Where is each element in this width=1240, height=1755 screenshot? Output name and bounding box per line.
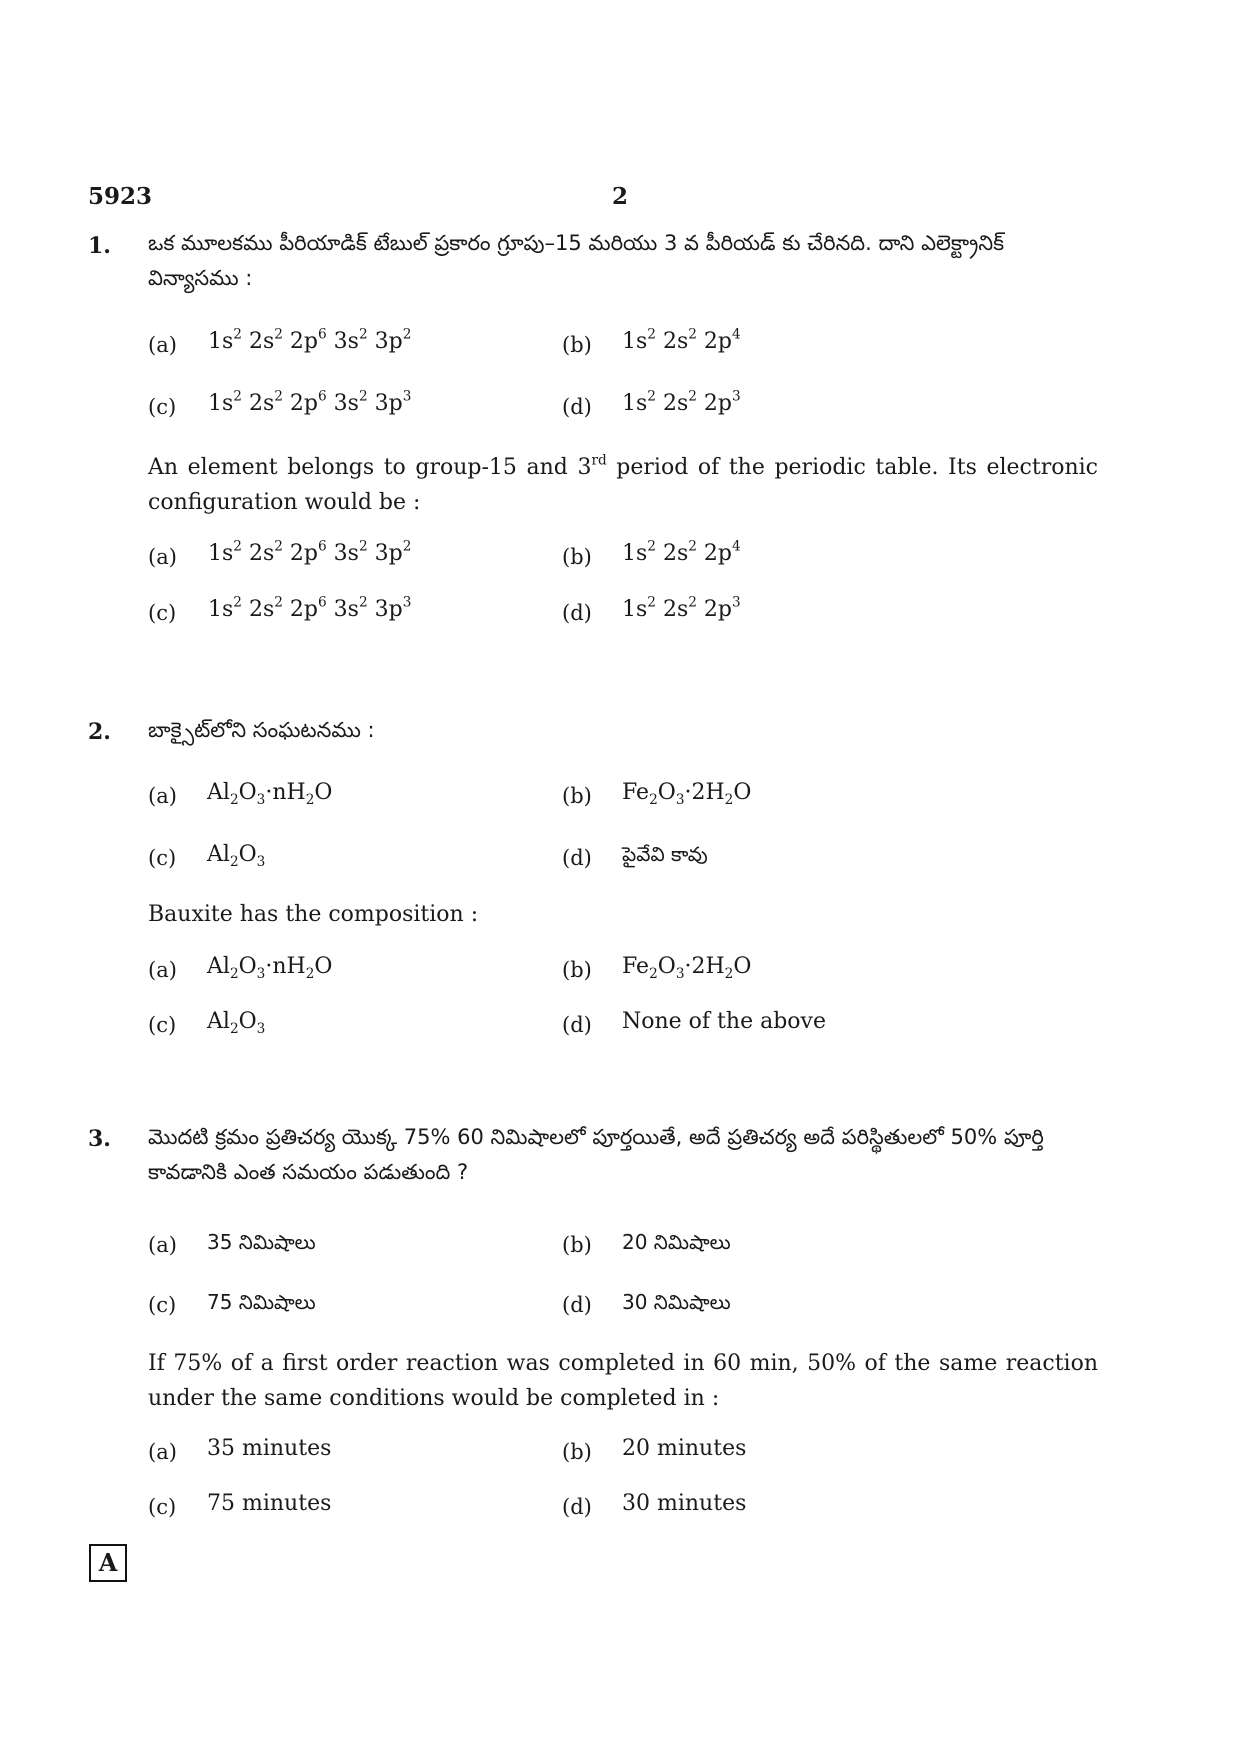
question-number: 2. (88, 719, 111, 745)
option-key[interactable]: (d) (562, 1495, 592, 1519)
question-number: 3. (88, 1126, 111, 1152)
option-key[interactable]: (b) (562, 545, 592, 569)
option-c[interactable]: 75 minutes (207, 1491, 332, 1516)
option-b[interactable]: $Fe_2O_3\cdot 2H_2O$ (622, 780, 752, 808)
question-number: 1. (88, 233, 111, 259)
option-d[interactable]: పైవేవి కావు (622, 842, 708, 866)
option-a[interactable]: $1s^2$ $2s^2$ $2p^6$ $3s^2$ $3p^2$ (208, 326, 412, 354)
question-stem-telugu: బాక్సైట్‌లోని సంఘటనము : (148, 718, 375, 742)
option-key[interactable]: (b) (562, 1440, 592, 1464)
option-d[interactable]: 30 minutes (622, 1491, 747, 1516)
option-b[interactable]: $1s^2$ $2s^2$ $2p^4$ (622, 326, 741, 354)
option-a[interactable]: $Al_2O_3\cdot nH_2O$ (207, 954, 333, 982)
option-key[interactable]: (b) (562, 333, 592, 357)
option-key[interactable]: (c) (148, 601, 177, 625)
option-key[interactable]: (a) (148, 958, 177, 982)
option-key[interactable]: (c) (148, 846, 177, 870)
option-d[interactable]: $1s^2$ $2s^2$ $2p^3$ (622, 388, 741, 416)
option-key[interactable]: (d) (562, 601, 592, 625)
option-key[interactable]: (d) (562, 395, 592, 419)
option-key[interactable]: (b) (562, 784, 592, 808)
option-key[interactable]: (b) (562, 1233, 592, 1257)
option-key[interactable]: (c) (148, 1293, 177, 1317)
question-stem-telugu: ఒక మూలకము పీరియాడిక్ టేబుల్ ప్రకారం గ్రూపు–15 మరియు 3 వ పీరియడ్ కు చేరినది. దాని ఎలెక్ట్రానిక్ విన్యాసము : (148, 231, 1005, 290)
option-a[interactable]: $Al_2O_3\cdot nH_2O$ (207, 780, 333, 808)
option-a[interactable]: 35 నిమిషాలు (207, 1230, 316, 1254)
option-key[interactable]: (d) (562, 846, 592, 870)
option-b[interactable]: $Fe_2O_3\cdot 2H_2O$ (622, 954, 752, 982)
question-stem-english: If 75% of a first order reaction was completed in 60 min, 50% of the same reaction under the same conditions would be completed in : (148, 1351, 1098, 1411)
option-a[interactable]: 35 minutes (207, 1436, 332, 1461)
option-c[interactable]: 75 నిమిషాలు (207, 1290, 316, 1314)
option-b[interactable]: 20 నిమిషాలు (622, 1230, 731, 1254)
option-key[interactable]: (a) (148, 1440, 177, 1464)
question-stem-english: An element belongs to group-15 and 3rd period of the periodic table. Its electronic configuration would be : (148, 452, 1098, 515)
option-key[interactable]: (a) (148, 545, 177, 569)
option-key[interactable]: (c) (148, 1013, 177, 1037)
booklet-series-box: A (89, 1544, 127, 1582)
option-key[interactable]: (b) (562, 958, 592, 982)
question-stem-telugu: మొదటి క్రమం ప్రతిచర్య యొక్క 75% 60 నిమిషాలలో పూర్తయితే, అదే ప్రతిచర్య అదే పరిస్థితులలో 50% పూర్తి కావడానికి ఎంత సమయం పడుతుంది ? (148, 1125, 1044, 1184)
option-d[interactable]: 30 నిమిషాలు (622, 1290, 731, 1314)
page-number: 2 (612, 183, 629, 210)
option-key[interactable]: (a) (148, 784, 177, 808)
option-c[interactable]: $1s^2$ $2s^2$ $2p^6$ $3s^2$ $3p^3$ (208, 594, 412, 622)
option-key[interactable]: (c) (148, 395, 177, 419)
option-c[interactable]: $1s^2$ $2s^2$ $2p^6$ $3s^2$ $3p^3$ (208, 388, 412, 416)
option-key[interactable]: (a) (148, 1233, 177, 1257)
option-key[interactable]: (d) (562, 1013, 592, 1037)
question-stem-english: Bauxite has the composition : (148, 902, 479, 927)
option-b[interactable]: 20 minutes (622, 1436, 747, 1461)
option-c[interactable]: $Al_2O_3$ (207, 1009, 266, 1037)
option-key[interactable]: (a) (148, 333, 177, 357)
option-key[interactable]: (d) (562, 1293, 592, 1317)
option-d[interactable]: None of the above (622, 1009, 826, 1034)
option-a[interactable]: $1s^2$ $2s^2$ $2p^6$ $3s^2$ $3p^2$ (208, 538, 412, 566)
option-d[interactable]: $1s^2$ $2s^2$ $2p^3$ (622, 594, 741, 622)
paper-code: 5923 (88, 183, 153, 210)
option-key[interactable]: (c) (148, 1495, 177, 1519)
option-b[interactable]: $1s^2$ $2s^2$ $2p^4$ (622, 538, 741, 566)
option-c[interactable]: $Al_2O_3$ (207, 842, 266, 870)
